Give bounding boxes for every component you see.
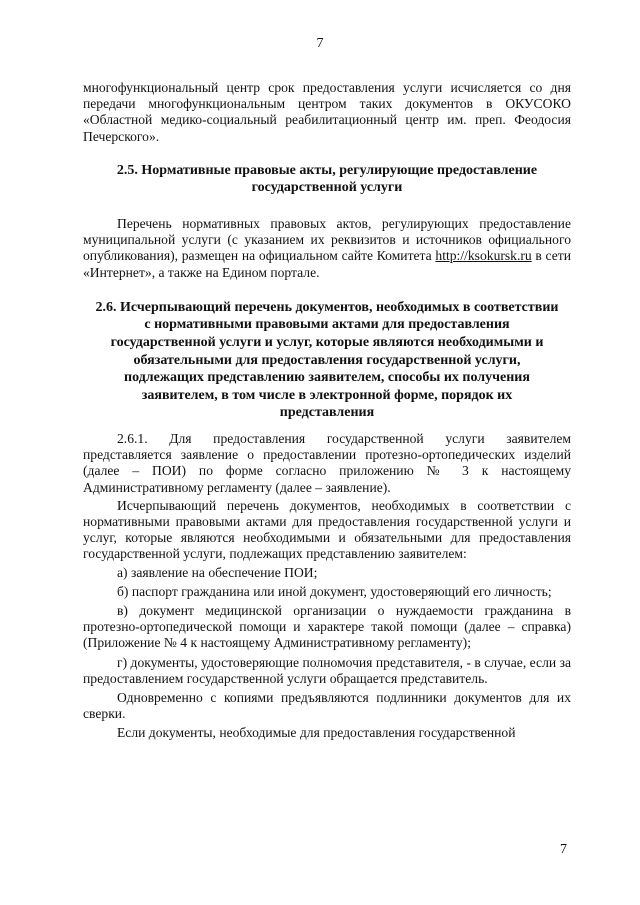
list-item-g: г) документы, удостоверяющие полномочия представителя, - в случае, если за предоставлением государственной услуги обращается представитель. [83,654,571,686]
committee-site-link[interactable]: http://ksokursk.ru [435,248,532,264]
section-2-5-paragraph [83,216,571,281]
paragraph-2-6-1: 2.6.1. Для предоставления государственной услуги заявителем представляется заявление о предоставлении протезно-ортопедических изделий (далее – ПОИ) по форме согласно приложению № 3 к настоящему Административному регламенту (далее – заявление). [83,430,571,495]
section-2-5-text-start: Перечень нормативных правовых актов, регулирующих предоставление муниципальной услуги (с указанием их реквизитов и источников официального опубликования), размещен на официальном сайте Комитета [83,216,571,264]
page-content [83,80,571,742]
page-number-top: 7 [316,36,324,51]
list-item-v: в) документ медицинской организации о нуждаемости гражданина в протезно-ортопедической помощи и характере такой помощи (далее – справка) (Приложение № 4 к настоящему Административному регламенту); [83,603,571,651]
last-paragraph: Если документы, необходимые для предоставления государственной [117,725,516,741]
originals-paragraph: Одновременно с копиями предъявляются подлинники документов для их сверки. [83,690,571,722]
section-2-5-text-end: в сети «Интернет», а также на Едином портале. [83,248,571,280]
section-2-5-heading: 2.5. Нормативные правовые акты, регулирующие предоставление государственной услуги [116,162,538,196]
list-item-b: б) паспорт гражданина или иной документ, удостоверяющий его личность; [117,583,552,599]
list-item-a: а) заявление на обеспечение ПОИ; [117,564,318,580]
page-number-bottom: 7 [560,842,567,857]
intro-paragraph: многофункциональный центр срок предоставления услуги исчисляется со дня передачи многофункциональным центром таких документов в ОКУСОКО «Областной медико-социальный реабилитационный центр им. преп. Феодосия Печерского». [83,80,571,144]
section-2-6-heading: 2.6. Исчерпывающий перечень документов, необходимых в соответствии с нормативными правовыми актами для предоставления государственной услуги и услуг, которые являются необходимыми и обязательными для предоставления государственной услуги, подлежащих представлению заявителем, способы их получения заявителем, в том числе в электронной форме, порядок их представления [95,299,559,421]
documents-list-intro: Исчерпывающий перечень документов, необходимых в соответствии с нормативными правовыми актами для предоставления государственной услуги и услуг, которые являются необходимыми и обязательными для предоставления государственной услуги, подлежащих представлению заявителем: [83,497,571,562]
